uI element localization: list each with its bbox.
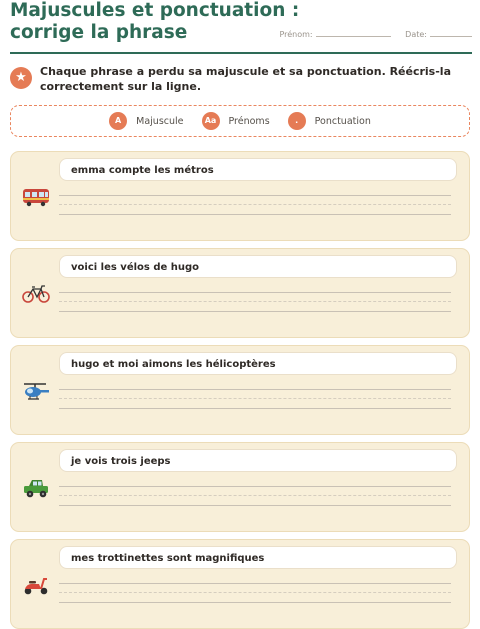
worksheet-header [10, 0, 472, 54]
writing-guide [59, 592, 451, 593]
writing-line[interactable] [59, 389, 451, 390]
bicycle-icon [21, 283, 51, 305]
legend-box [10, 105, 470, 137]
writing-line[interactable] [59, 195, 451, 196]
sentence-prompt: mes trottinettes sont magnifiques [59, 546, 457, 569]
legend-item-prenoms [202, 112, 270, 130]
exercise-card-3 [10, 345, 470, 435]
star-icon: ★ [10, 67, 32, 89]
title-line-1: Majuscules et ponctuation : [10, 0, 300, 21]
date-label: Date: [405, 30, 427, 39]
writing-guide [59, 301, 451, 302]
legend-label: Majuscule [136, 115, 184, 127]
writing-guide [59, 204, 451, 205]
writing-guide [59, 398, 451, 399]
writing-line[interactable] [59, 214, 451, 215]
legend-item-ponctuation [288, 112, 371, 130]
name-label: Prénom: [279, 30, 313, 39]
legend-item-majuscule [109, 112, 183, 130]
name-date-fields [267, 30, 472, 39]
helicopter-icon [21, 380, 51, 402]
exercise-card-5 [10, 539, 470, 629]
writing-line[interactable] [59, 583, 451, 584]
sentence-prompt: hugo et moi aimons les hélicoptères [59, 352, 457, 375]
sentence-prompt: voici les vélos de hugo [59, 255, 457, 278]
writing-line[interactable] [59, 408, 451, 409]
writing-line[interactable] [59, 602, 451, 603]
exercise-card-2 [10, 248, 470, 338]
name-field[interactable] [316, 36, 391, 37]
writing-guide [59, 495, 451, 496]
page-title [10, 0, 299, 44]
sentence-prompt: je vois trois jeeps [59, 449, 457, 472]
jeep-icon [21, 477, 51, 499]
legend-label: Ponctuation [314, 115, 371, 127]
exercise-card-1 [10, 151, 470, 241]
writing-line[interactable] [59, 311, 451, 312]
legend-symbol: . [288, 112, 306, 130]
tram-icon [21, 186, 51, 208]
scooter-icon [21, 574, 51, 596]
instruction-block [10, 64, 472, 94]
legend-symbol: A [109, 112, 127, 130]
title-line-2: corrige la phrase [10, 22, 188, 43]
writing-line[interactable] [59, 292, 451, 293]
instruction-text: Chaque phrase a perdu sa majuscule et sa ponctuation. Réécris-la correctement sur la ligne. [40, 65, 451, 93]
sentence-prompt: emma compte les métros [59, 158, 457, 181]
writing-line[interactable] [59, 486, 451, 487]
exercise-card-4 [10, 442, 470, 532]
writing-line[interactable] [59, 505, 451, 506]
legend-label: Prénoms [228, 115, 270, 127]
legend-symbol: Aa [202, 112, 220, 130]
date-field[interactable] [430, 36, 472, 37]
